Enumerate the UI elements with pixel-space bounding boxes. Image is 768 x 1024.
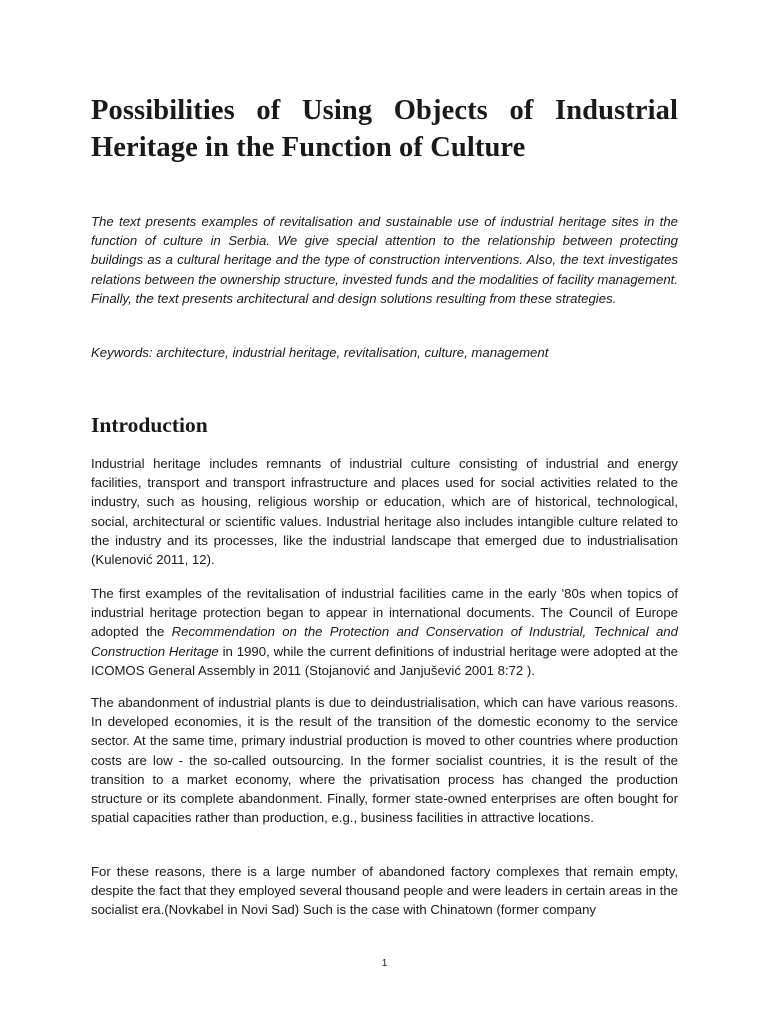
paragraph-2-document-title: Recommendation on the Protection and Conservation of Industrial, Technical and Construction Heritage [91,624,678,659]
document-title: Possibilities of Using Objects of Industrial Heritage in the Function of Culture [91,95,678,163]
paragraph-2 [91,584,678,680]
page-number: 1 [381,958,388,969]
paragraph-4: For these reasons, there is a large number of abandoned factory complexes that remain empty, despite the fact that they employed several thousand people and were leaders in certain areas in the socialist era.(Novkabel in Novi Sad) Such is the case with Chinatown (former company [91,864,678,918]
paragraph-3: The abandonment of industrial plants is due to deindustrialisation, which can have various reasons. In developed economies, it is the result of the transition of the domestic economy to the service sector. At the same time, primary industrial production is moved to other countries where production costs are low - the so-called outsourcing. In the former socialist countries, it is the result of the transition to a market economy, where the privatisation process has changed the production structure or its complete abandonment. Finally, former state-owned enterprises are often bought for spatial capacities rather than production, e.g., business facilities in attractive locations. [91,695,678,826]
keywords: Keywords: architecture, industrial heritage, revitalisation, culture, management [91,345,549,360]
paragraph-2-text-before: The first examples of the revitalisation of industrial facilities came in the early '80s when topics of industrial heritage protection began to appear in international documents. The Council of Europe adopted the [91,586,678,640]
section-heading-introduction: Introduction [91,413,208,437]
abstract: The text presents examples of revitalisation and sustainable use of industrial heritage sites in the function of culture in Serbia. We give special attention to the relationship between protecting buildings as a cultural heritage and the type of construction interventions. Also, the text investigates relations between the ownership structure, invested funds and the modalities of facility management. Finally, the text presents architectural and design solutions resulting from these strategies. [91,214,678,306]
paragraph-2-text-after: in 1990, while the current definitions of industrial heritage were adopted at the ICOMOS General Assembly in 2011 (Stojanović and Janjušević 2001 8:72 ). [91,643,678,678]
paragraph-1: Industrial heritage includes remnants of industrial culture consisting of industrial and energy facilities, transport and transport infrastructure and places used for social activities related to the industry, such as housing, religious worship or education, which are of historical, technological, social, architectural or scientific values. Industrial heritage also includes intangible culture related to the industry and its processes, like the industrial landscape that emerged due to industrialisation (Kulenović 2011, 12). [91,456,678,568]
